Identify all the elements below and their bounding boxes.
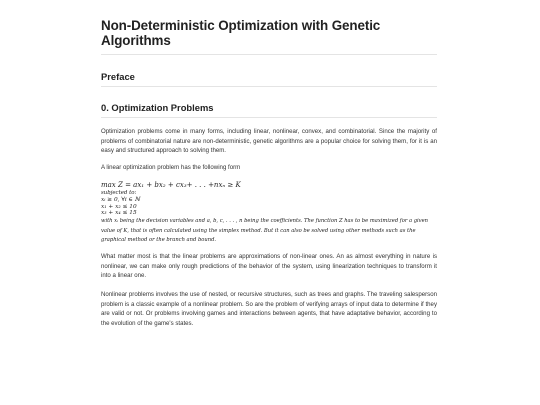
section-heading: 0. Optimization Problems bbox=[101, 102, 437, 118]
examples-paragraph: Nonlinear problems involves the use of nested, or recursive structures, such as trees and graphs. The traveling salesperson problem is a classic example of a nonlinear problem. So are the problem of verifying arrays of input data to determine if they are valid or not. Or problems involving games and interactions between agents, that have adaptative behavior, according to the evolution of the game's states. bbox=[101, 290, 437, 327]
nonlinear-paragraph: What matter most is that the linear problems are approximations of non-linear ones. An as almost everything in nature is nonlinear, we can make only rough predictions of the behavior of the system, using linearization techniques to transform it into a linear one. bbox=[101, 253, 437, 280]
lead-paragraph: A linear optimization problem has the following form bbox=[101, 163, 241, 171]
math-note: with xᵢ being the decision variables and a, b, c, . . . , n being the coefficients. The function Z has to be maximized for a given value of K, that is often calculated using the simplex method. But it can also be solved using other methods such as the graphical method or the branch and bound. bbox=[101, 217, 429, 244]
subjected-to-label: subjected to: bbox=[101, 190, 137, 197]
constraint: x₁ + x₂ ≤ 10 bbox=[101, 203, 137, 210]
math-block bbox=[101, 181, 437, 246]
constraint: x₃ + x₄ ≤ 15 bbox=[101, 210, 137, 217]
document-page bbox=[101, 0, 437, 328]
document-title: Non-Deterministic Optimization with Genetic Algorithms bbox=[101, 18, 437, 55]
preface-heading: Preface bbox=[101, 71, 437, 87]
objective-function: max Z = ax₁ + bx₂ + cx₃+ . . . +nxₙ ≥ K bbox=[101, 181, 241, 190]
constraint: xᵢ ≥ 0, ∀i ∈ ℕ bbox=[101, 196, 140, 203]
intro-paragraph: Optimization problems come in many forms, including linear, nonlinear, convex, and combinatorial. Since the majority of problems of combinatorial nature are non-deterministic, genetic algorithms are a popular choice for solving them, for it is an easy and structured approach to solving them. bbox=[101, 128, 437, 155]
